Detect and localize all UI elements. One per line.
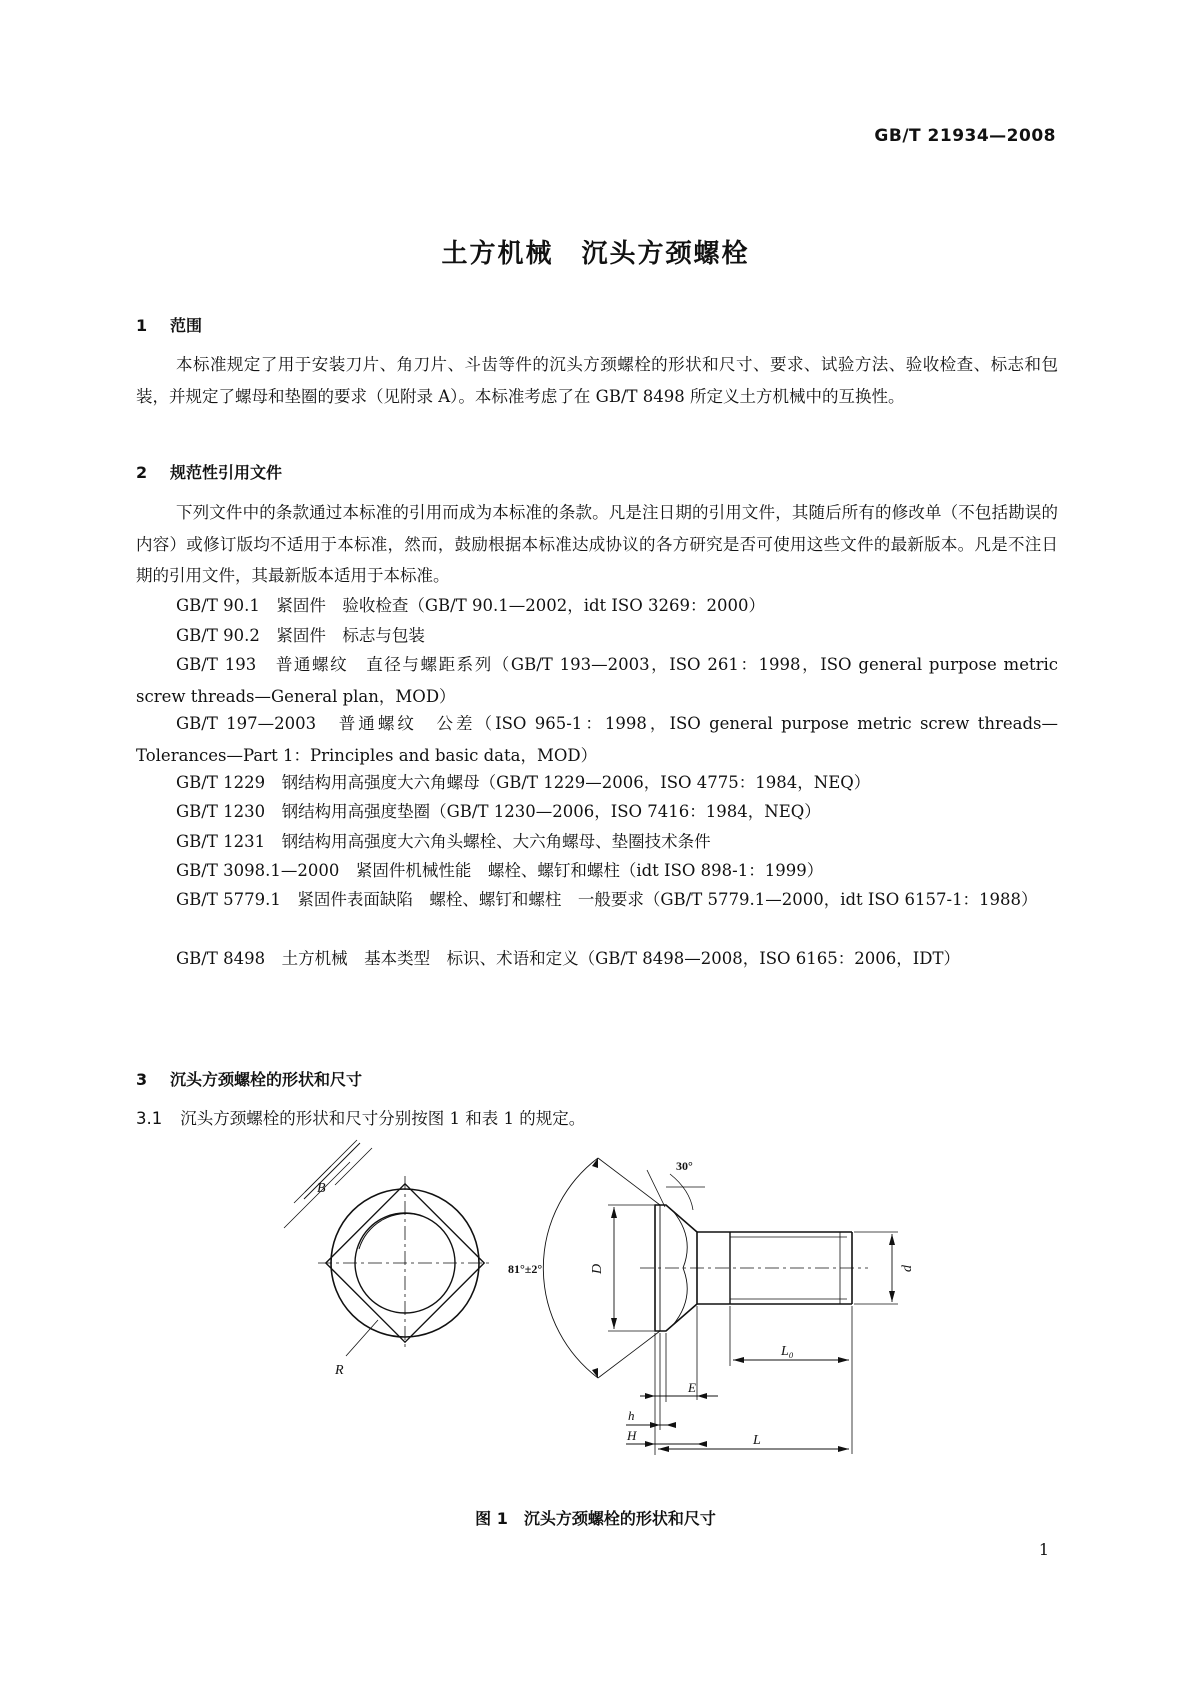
dim-label-R: R [335,1363,344,1378]
dimension-arrows [592,1158,895,1452]
reference-item: GB/T 1231 钢结构用高强度大六角头螺栓、大六角螺母、垫圈技术条件 [176,832,711,851]
section-number: 2 [136,463,148,482]
section-number: 1 [136,316,148,335]
reference-item: GB/T 5779.1 紧固件表面缺陷 螺栓、螺钉和螺柱 一般要求（GB/T 5779.1—2000，idt ISO 6157-1：1988） [176,890,1038,909]
clause-text: 沉头方颈螺栓的形状和尺寸分别按图 1 和表 1 的规定。 [180,1109,586,1128]
dim-label-H: H [627,1428,637,1443]
standard-code: GB/T 21934—2008 [874,126,1056,146]
reference-item: GB/T 1229 钢结构用高强度大六角螺母（GB/T 1229—2006，ISO 4775：1984，NEQ） [176,773,871,792]
section-number: 3 [136,1070,148,1089]
dim-label-E: E [688,1380,696,1395]
section-title: 范围 [170,316,203,335]
bolt-head-end-view [284,1140,492,1356]
reference-item: GB/T 8498 土方机械 基本类型 标识、术语和定义（GB/T 8498—2008，ISO 6165：2006，IDT） [176,949,961,968]
section-title: 规范性引用文件 [170,463,283,482]
dim-label-L0: L₀ [781,1344,794,1359]
section-title: 沉头方颈螺栓的形状和尺寸 [170,1070,363,1089]
section-2-paragraph: 下列文件中的条款通过本标准的引用而成为本标准的条款。凡是注日期的引用文件，其随后所有的修改单（不包括勘误的内容）或修订版均不适用于本标准，然而，鼓励根据本标准达成协议的各方研究是否可使用这些文件的最新版本。凡是不注日期的引用文件，其最新版本适用于本标准。 [136,503,1058,585]
clause-number: 3.1 [136,1109,163,1128]
figure-caption: 图 1 沉头方颈螺栓的形状和尺寸 [475,1509,716,1528]
document-title: 土方机械 沉头方颈螺栓 [441,239,750,269]
reference-item: GB/T 90.2 紧固件 标志与包装 [176,626,425,645]
dim-label-h: h [628,1408,635,1423]
reference-item: GB/T 193 普通螺纹 直径与螺距系列（GB/T 193—2003，ISO 261：1998，ISO general purpose metric screw threads—General plan，MOD） [136,655,1064,706]
dim-label-D: D [590,1263,605,1274]
section-1-paragraph: 本标准规定了用于安装刀片、角刀片、斗齿等件的沉头方颈螺栓的形状和尺寸、要求、试验方法、验收检查、标志和包装，并规定了螺母和垫圈的要求（见附录 A）。本标准考虑了在 GB/T 8498 所定义土方机械中的互换性。 [136,355,1058,406]
dim-label-L: L [753,1433,761,1448]
dim-label-d: d [900,1265,915,1272]
reference-item: GB/T 1230 钢结构用高强度垫圈（GB/T 1230—2006，ISO 7416：1984，NEQ） [176,802,821,821]
reference-item: GB/T 90.1 紧固件 验收检查（GB/T 90.1—2002，idt ISO 3269：2000） [176,596,765,615]
dim-label-chamfer-angle: 30° [676,1159,693,1173]
bolt-side-view [543,1158,898,1455]
dim-label-B: B [317,1181,326,1196]
reference-item: GB/T 197—2003 普通螺纹 公差（ISO 965-1：1998，ISO general purpose metric screw threads—Tolerances—Part 1：Principles and basic data，MOD） [136,714,1058,765]
page-number: 1 [1038,1540,1049,1559]
reference-item: GB/T 3098.1—2000 紧固件机械性能 螺栓、螺钉和螺柱（idt ISO 898-1：1999） [176,861,824,880]
dim-label-head-angle: 81°±2° [508,1262,543,1276]
